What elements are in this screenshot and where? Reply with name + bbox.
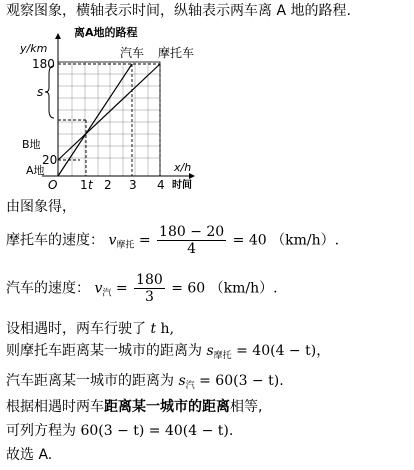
equation-line: 可列方程为 60(3 − t) = 40(4 − t). <box>6 423 234 439</box>
y-tick-20: 20 <box>42 153 58 167</box>
distance-time-graph <box>2 24 212 194</box>
x-tick-t: t <box>88 178 93 192</box>
s-brace <box>45 66 54 118</box>
s-label: s <box>37 85 44 99</box>
solution-line-1: 由图象得， <box>6 199 76 215</box>
b-place-label: B地 <box>22 138 41 151</box>
intro-text: 观察图象，横轴表示时间，纵轴表示两车离 A 地的路程. <box>6 3 351 19</box>
answer-line: 故选 A. <box>6 447 53 463</box>
y-tick-180: 180 <box>32 57 55 71</box>
moto-label: 摩托车 <box>158 46 195 60</box>
car-label: 汽车 <box>120 46 145 60</box>
assume-line: 设相遇时，两车行驶了 t h, <box>6 321 175 337</box>
x-tick-4: 4 <box>157 178 165 192</box>
car-speed-line: 汽车的速度： $v_汽$ = $\frac{180}{3}$ = 60 （km/h）. <box>6 272 278 305</box>
moto-speed-fraction: $\frac{180 - 20}{4}$ <box>159 224 225 257</box>
meeting-condition-line: 根据相遇时两车距离某一城市的距离相等, <box>6 399 263 415</box>
y-unit-label: y/km <box>20 42 48 55</box>
car-speed-fraction: $\frac{180}{3}$ <box>136 272 163 305</box>
y-axis-title: 离A地的路程 <box>74 26 138 39</box>
moto-line <box>58 64 160 160</box>
origin-label: O <box>48 178 58 192</box>
x-tick-2: 2 <box>104 178 112 192</box>
car-distance-line: 汽车距离某一城市的距离为 $s_汽 = 60(3 - t)$. <box>6 373 284 391</box>
x-tick-1: 1 <box>80 178 88 192</box>
a-place-label: A地 <box>26 164 45 177</box>
moto-speed-line: 摩托车的速度： $v_{摩托}$ = $\frac{180 - 20}{4}$ = 40 （km/h）. <box>6 224 340 257</box>
x-unit-label: x/h <box>174 161 192 174</box>
x-tick-3: 3 <box>129 178 137 192</box>
moto-distance-line: 则摩托车距离某一城市的距离为 $s_{摩托} = 40(4 - t)$， <box>6 343 331 361</box>
x-axis-caption: 时间 <box>172 180 192 191</box>
